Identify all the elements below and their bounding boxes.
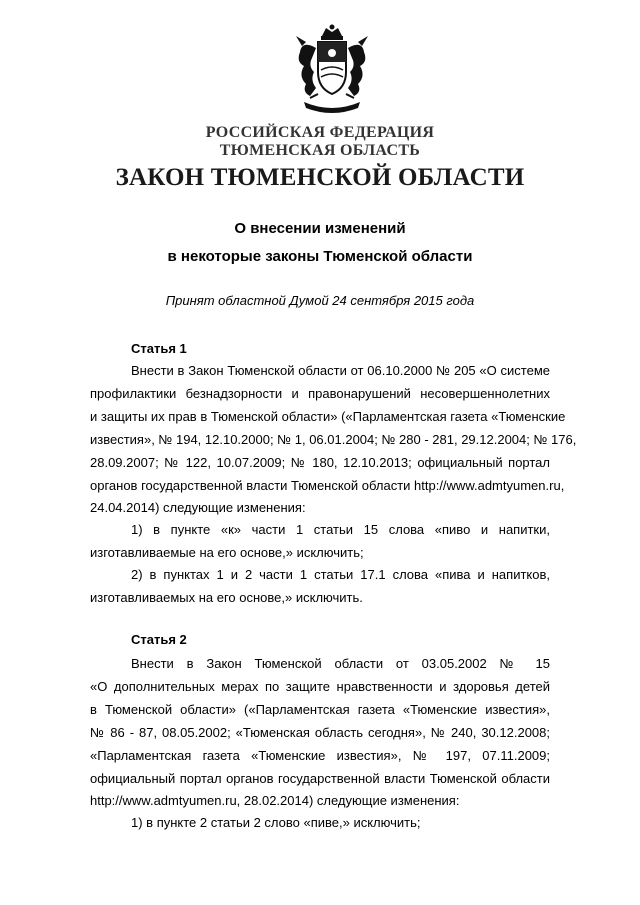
article-1-line: известия», № 194, 12.10.2000; № 1, 06.01.2004; № 280 - 281, 29.12.2004; № 176, <box>90 432 577 447</box>
article-2-line: «Парламентская газета «Тюменские известия», № 197, 07.11.2009; <box>90 748 550 763</box>
article-1-line: 24.04.2014) следующие изменения: <box>90 500 306 515</box>
article-1-item-1: 1) в пункте «к» части 1 статьи 15 слова «пиво и напитки, <box>131 522 550 537</box>
article-1-line: 28.09.2007; № 122, 10.07.2009; № 180, 12.10.2013; официальный портал <box>90 455 550 470</box>
article-2-line: в Тюменской области» («Парламентская газета «Тюменские известия», <box>90 702 550 717</box>
article-2-line: «О дополнительных мерах по защите нравственности и здоровья детей <box>90 679 550 694</box>
article-2-heading: Статья 2 <box>131 632 187 647</box>
article-1-line: и защиты их прав в Тюменской области» («Парламентская газета «Тюменские <box>90 409 566 424</box>
article-2-line: официальный портал органов государственной власти Тюменской области <box>90 771 550 786</box>
article-1-line: Внести в Закон Тюменской области от 06.10.2000 № 205 «О системе <box>131 363 550 378</box>
federation-heading: РОССИЙСКАЯ ФЕДЕРАЦИЯ <box>205 124 435 141</box>
article-1-item-2-cont: изготавливаемых на его основе,» исключить. <box>90 590 363 605</box>
article-2-line: http://www.admtyumen.ru, 28.02.2014) следующие изменения: <box>90 793 460 808</box>
article-1-line: органов государственной власти Тюменской области http://www.admtyumen.ru, <box>90 478 565 493</box>
article-1-item-1-cont: изготавливаемые на его основе,» исключить; <box>90 545 364 560</box>
tyumen-coat-of-arms-icon <box>288 22 376 118</box>
article-1-item-2: 2) в пунктах 1 и 2 части 1 статьи 17.1 слова «пива и напитков, <box>131 567 550 582</box>
article-1-heading: Статья 1 <box>131 341 187 356</box>
adoption-note: Принят областной Думой 24 сентября 2015 года <box>165 293 475 308</box>
law-heading: ЗАКОН ТЮМЕНСКОЙ ОБЛАСТИ <box>115 164 525 191</box>
article-1-line: профилактики безнадзорности и правонарушений несовершеннолетних <box>90 386 550 401</box>
law-title-line-2: в некоторые законы Тюменской области <box>167 248 473 265</box>
region-heading: ТЮМЕНСКАЯ ОБЛАСТЬ <box>219 142 421 159</box>
article-2-line: № 86 - 87, 08.05.2002; «Тюменская область сегодня», № 240, 30.12.2008; <box>90 725 550 740</box>
article-2-line: Внести в Закон Тюменской области от 03.05.2002 № 15 <box>131 656 550 671</box>
article-2-item-1: 1) в пункте 2 статьи 2 слово «пиве,» исключить; <box>131 815 421 830</box>
law-title-line-1: О внесении изменений <box>234 220 406 237</box>
